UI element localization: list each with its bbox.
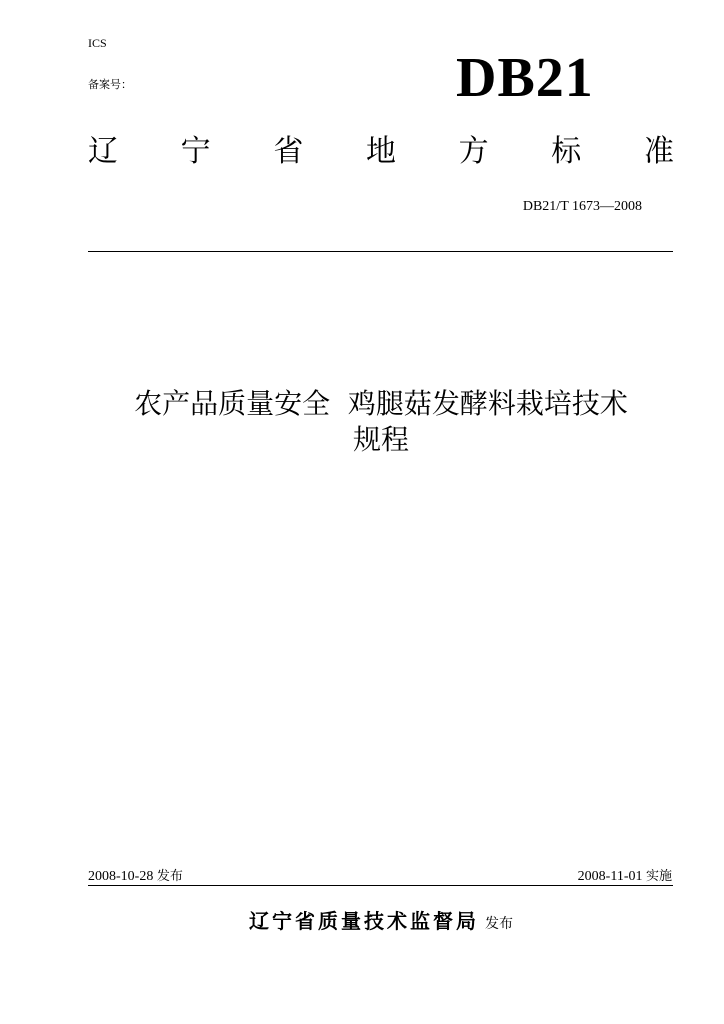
standard-logo: DB21 [456, 47, 594, 109]
standard-type-char: 省 [273, 134, 304, 169]
issuer-suffix: 发布 [485, 916, 513, 932]
header-divider [88, 251, 673, 252]
issuer-name: 辽宁省质量技术监督局 [249, 909, 479, 933]
ics-label: ICS [88, 36, 107, 50]
footer-divider [88, 885, 673, 886]
document-title-line2: 规程 [352, 423, 409, 456]
standard-type-char: 宁 [180, 134, 211, 169]
standard-type-char: 准 [643, 134, 674, 169]
issuer-line [88, 905, 674, 934]
filing-number-label: 备案号： [88, 78, 132, 91]
standard-type-char: 方 [458, 134, 489, 169]
document-title [88, 386, 674, 458]
standard-type-char: 地 [365, 134, 396, 169]
implement-date-label: 实施 [645, 869, 672, 884]
publish-date [88, 865, 183, 885]
standard-type-char: 辽 [88, 134, 118, 169]
document-title-line1: 农产品质量安全 鸡腿菇发酵料栽培技术 [134, 387, 628, 420]
standard-type-title [88, 132, 674, 172]
implement-date-value: 2008-11-01 [577, 869, 643, 884]
publish-date-value: 2008-10-28 [88, 869, 154, 884]
publish-date-label: 发布 [156, 869, 183, 884]
standard-number: DB21/T 1673—2008 [522, 199, 642, 214]
standard-type-char: 标 [551, 134, 582, 169]
implement-date [578, 865, 672, 885]
